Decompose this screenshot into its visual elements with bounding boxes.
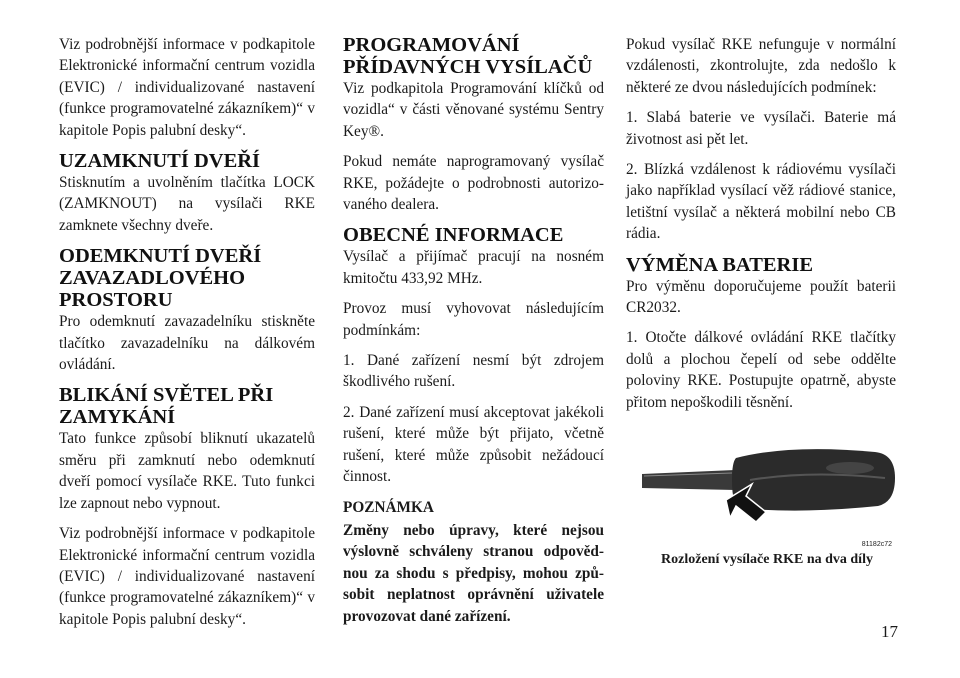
intro-paragraph: Viz podrobnější informace v podkapitole Elektronické informační centrum vozidla (EVIC) / individualizované nastavení (funkce programovatelné zákazníkem)“ v kapitole Popis palubní desky“. bbox=[59, 36, 315, 139]
note-title: POZNÁMKA bbox=[343, 498, 434, 516]
programming-paragraph-1: Viz podkapitola Programování klíčků od vozidla“ v části věnované systému Sentry Key®. bbox=[343, 80, 604, 140]
page-number: 17 bbox=[881, 622, 898, 641]
range-paragraph-2: 1. Slabá baterie ve vysílači. Baterie má životnost asi pět let. bbox=[626, 109, 896, 148]
column-right bbox=[626, 34, 896, 422]
heading-trunk-unlock: ODEMKNUTÍ DVEŘÍ ZAVAZADLOVÉHO PROSTORU bbox=[59, 245, 262, 312]
flash-lights-reference: Viz podrobnější informace v podkapitole Elektronické informační centrum vozidla (EVIC) / individualizované nastavení (funkce programovatelné zákazníkem)“ v kapitole Popis palubní desky“. bbox=[59, 525, 315, 628]
heading-flash-lights: BLIKÁNÍ SVĚTEL PŘI ZAMYKÁNÍ bbox=[59, 384, 274, 429]
flash-lights-paragraph: Tato funkce způsobí bliknutí ukazatelů směru při zamknutí nebo odemknutí dveří pomocí vysílače RKE. Tuto funkci lze zapnout nebo vypnout. bbox=[59, 430, 315, 512]
door-lock-paragraph: Stisknutím a uvolněním tlačítka LOCK (ZAMKNOUT) na vysílači RKE zamknete všechny dveře. bbox=[59, 174, 315, 234]
range-paragraph-3: 2. Blízká vzdálenost k rádiovému vysílači jako například vysílací věž rádiové stanice, letištní vysílač a některá mobilní nebo CB rádia. bbox=[626, 161, 896, 243]
trunk-unlock-paragraph: Pro odemknutí zavazadelníku stiskněte tlačítko zavazadelníku na dálkovém ovládání. bbox=[59, 313, 315, 374]
heading-general-info: OBECNÉ INFORMACE bbox=[343, 224, 564, 247]
general-paragraph-4: 2. Dané zařízení musí akceptovat jakékoli rušení, které může být přijato, včetně rušení, které může způsobit nežádoucí činnost. bbox=[343, 403, 604, 486]
rke-figure bbox=[640, 440, 898, 552]
general-paragraph-3: 1. Dané zařízení nesmí být zdrojem škodlivého rušení. bbox=[343, 352, 604, 391]
column-left bbox=[59, 34, 315, 639]
rke-key-fob-icon bbox=[640, 440, 898, 552]
figure-code: 81182c72 bbox=[861, 541, 892, 548]
figure-caption: Rozložení vysílače RKE na dva díly bbox=[661, 552, 873, 567]
note-body: Změny nebo úpravy, které nejsou výslovně schváleny stranou odpovědnou za shodu s předpisy, mohou způsobit neplatnost oprávnění uživatele provozovat dané zařízení. bbox=[343, 521, 604, 625]
column-middle bbox=[343, 34, 604, 636]
range-paragraph-1: Pokud vysílač RKE nefunguje v normální vzdálenosti, zkontrolujte, zda nedošlo k některé ze dvou následujících podmínek: bbox=[626, 36, 896, 96]
battery-paragraph-1: Pro výměnu doporučujeme použít baterii CR2032. bbox=[626, 277, 896, 317]
general-paragraph-2: Provoz musí vyhovovat následujícím podmínkám: bbox=[343, 300, 604, 339]
heading-battery-replacement: VÝMĚNA BATERIE bbox=[626, 253, 813, 276]
battery-paragraph-2: 1. Otočte dálkové ovládání RKE tlačítky dolů a plochou čepelí od sebe oddělte poloviny RKE. Postupujte opatrně, abyste přitom nepoškodili těsnění. bbox=[626, 329, 896, 411]
programming-paragraph-2: Pokud nemáte naprogramovaný vysílač RKE, požádejte o podrobnosti autorizovaného dealera. bbox=[343, 153, 604, 214]
heading-programming: PROGRAMOVÁNÍ PŘÍDAVNÝCH VYSÍLAČŮ bbox=[343, 34, 593, 78]
general-paragraph-1: Vysílač a přijímač pracují na nosném kmitočtu 433,92 MHz. bbox=[343, 248, 604, 287]
heading-door-lock: UZAMKNUTÍ DVEŘÍ bbox=[59, 150, 261, 173]
